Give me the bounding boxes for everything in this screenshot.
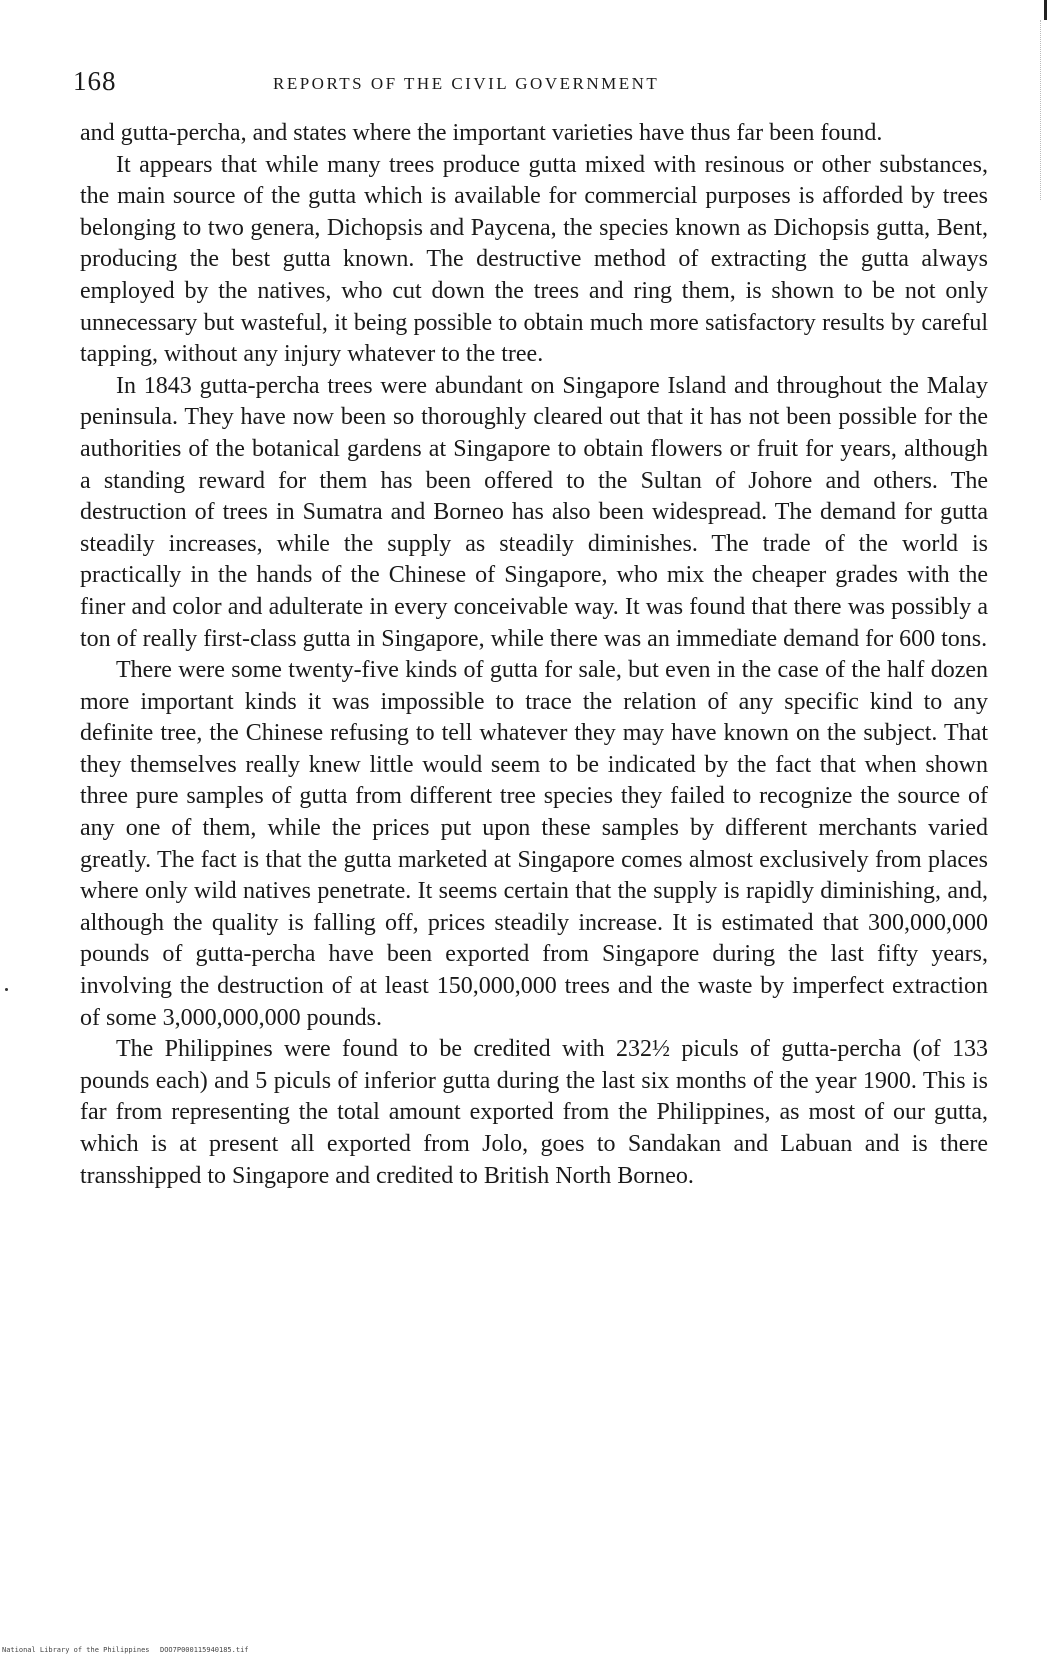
margin-mark — [5, 988, 8, 991]
paragraph-singapore-history: In 1843 gutta-percha trees were abundant on Singapore Island and throughout the Malay peninsula. They have now been so thoroughly cleared out that it has not been possible for the authorities of the botanical gardens at Singapore to obtain flowers or fruit for years, although a standing reward for them has been offered to the Sultan of Johore and others. The destruction of trees in Sumatra and Borneo has also been widespread. The demand for gutta steadily increases, while the supply as steadily diminishes. The trade of the world is practically in the hands of the Chinese of Singapore, who mix the cheaper grades with the finer and color and adulterate in every conceivable way. It was found that there was possibly a ton of really first-class gutta in Singapore, while there was an immediate demand for 600 tons. — [80, 372, 988, 652]
footer-filename: DOO7P000115940185.tif — [160, 1646, 249, 1654]
page-header — [73, 66, 933, 106]
footer-library: National Library of the Philippines — [2, 1646, 150, 1654]
page-number: 168 — [73, 66, 117, 96]
running-title: REPORTS OF THE CIVIL GOVERNMENT — [273, 74, 660, 93]
scan-edge-dots — [1038, 20, 1041, 200]
paragraph-philippines-exports: The Philippines were found to be credited with 232½ piculs of gutta-percha (of 133 pounds each) and 5 piculs of inferior gutta during the last six months of the year 1900. This is far from representing the total amount exported from the Philippines, as most of our gutta, which is at present all exported from Jolo, goes to Sandakan and Labuan and is there transshipped to Singapore and credited to British North Borneo. — [80, 1036, 988, 1189]
scan-footer — [0, 1644, 1053, 1658]
scan-edge-mark — [1044, 0, 1047, 20]
body-text — [80, 118, 988, 1192]
paragraph-gutta-kinds: There were some twenty-five kinds of gutta for sale, but even in the case of the half dozen more important kinds it was impossible to trace the relation of any specific kind to any definite tree, the Chinese refusing to tell whatever they may have known on the subject. That they themselves really knew little would seem to be indicated by the fact that when shown three pure samples of gutta from different tree species they failed to recognize the source of any one of them, while the prices put upon these samples by different merchants varied greatly. The fact is that the gutta marketed at Singapore comes almost exclusively from places where only wild natives penetrate. It seems certain that the supply is rapidly diminishing, and, although the quality is falling off, prices steadily increase. It is estimated that 300,000,000 pounds of gutta-percha have been exported from Singapore during the last fifty years, involving the destruction of at least 150,000,000 trees and the waste by imperfect extraction of some 3,000,000,000 pounds. — [80, 657, 988, 1031]
paragraph-gutta-sources: It appears that while many trees produce gutta mixed with resinous or other substances, the main source of the gutta which is available for commercial purposes is afforded by trees belonging to two genera, Dichopsis and Paycena, the species known as Dichopsis gutta, Bent, producing the best gutta known. The destructive method of extracting the gutta always employed by the natives, who cut down the trees and ring them, is shown to be not only unnecessary but wasteful, it being possible to obtain much more satisfactory results by careful tapping, without any injury whatever to the tree. — [80, 151, 988, 368]
paragraph-continuation: and gutta-percha, and states where the important varieties have thus far been found. — [80, 120, 883, 146]
